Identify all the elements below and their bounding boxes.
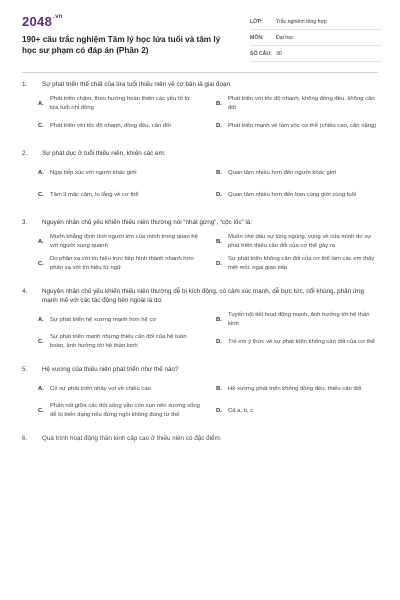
question-item [22,434,378,443]
answer-option[interactable] [216,186,378,204]
question-item [22,287,378,351]
option-letter: B. [216,385,222,392]
meta-key: MÔN: [250,34,264,41]
question-item [22,218,378,273]
option-letter: D. [216,260,222,267]
option-letter: A. [38,316,44,323]
answer-option[interactable] [38,311,200,329]
option-text: Cả a, b, c [228,407,254,414]
answer-options [22,233,378,273]
option-text: Phát triển mạnh về tầm vóc cơ thể (chiều cao, cân nặng) [228,122,377,129]
meta-key: LỚP: [250,18,263,25]
question-number: 3. [22,219,28,226]
meta-value: Đại học [276,34,294,41]
option-text: Do phản xạ với tín hiệu trực tiếp hình thành nhanh hơn phản xạ với tín hiệu từ ngữ [50,256,194,271]
answer-option[interactable] [38,255,200,273]
question-text: Sự phát dục ở tuổi thiếu niên, khiến các em: [42,150,166,157]
answer-options [22,380,378,420]
option-text: Muốn khẳng định tính người lớn của mình trong quan hệ với người xung quanh [50,234,198,249]
site-logo[interactable] [22,14,63,29]
header-divider [22,72,378,73]
question-item [22,365,378,420]
question-item [22,149,378,204]
answer-option[interactable] [38,402,200,420]
question-number: 4. [22,288,28,295]
question-stem [22,365,378,374]
meta-row-subject [250,30,382,46]
answer-options [22,311,378,351]
answer-option[interactable] [38,233,200,251]
question-number: 2. [22,150,28,157]
answer-options [22,95,378,135]
answer-option[interactable] [216,333,378,351]
option-letter: A. [38,100,44,107]
option-text: Ngại tiếp xúc với người khác giới [50,169,137,176]
question-text: Sự phát triển thể chất của lứa tuổi thiếu niên về cơ bản là giai đoạn: [42,81,232,88]
answer-option[interactable] [38,186,200,204]
option-text: Phát triển chậm, theo hướng hoàn thiện các yếu tố từ lứa tuổi nhi đồng [50,96,191,111]
option-letter: C. [38,407,44,414]
meta-value: Trắc nghiệm tổng hợp [276,18,327,25]
option-text: Có sự phát triển nhảy vọt về chiều cao [50,385,151,392]
option-text: Sự phát triển hệ xương mạnh hơn hệ cơ [50,316,157,323]
answer-option[interactable] [216,311,378,329]
question-text: Nguyên nhân chủ yếu khiến thiếu niên thường dễ bị kích động, có cảm xúc mạnh, dễ bực tức, nổi khùng, phản ứng mạnh mẽ với các tác động bên ngoài là do: [42,288,365,304]
option-text: Sự phát triển mạnh nhưng thiếu cân đối của hệ tuần hoàn, ảnh hưởng tới hệ thần kinh [50,334,187,349]
answer-option[interactable] [216,117,378,135]
document-header [22,14,382,66]
option-letter: A. [38,169,44,176]
option-letter: B. [216,169,222,176]
answer-option[interactable] [216,402,378,420]
answer-option[interactable] [216,164,378,182]
logo-suffix: .vn [53,14,63,20]
option-text: Muốn che dấu sự lúng ngúng, vụng về của mình do sự phát triển thiếu cân đối của cơ thể gây ra [228,234,372,249]
option-text: Trẻ em ý thức về sự phát triển không cân đối của cơ thể [228,338,375,345]
answer-option[interactable] [38,333,200,351]
answer-option[interactable] [216,233,378,251]
question-item [22,80,378,135]
option-text: Quan tâm nhiều hơn đến bạn cùng giới cùng tuổi [228,191,357,198]
question-stem [22,218,378,227]
option-letter: A. [38,238,44,245]
option-text: Tuyến nội tiết hoạt động mạnh, ảnh hưởng tới hệ thần kinh [228,312,370,327]
option-letter: B. [216,316,222,323]
meta-row-count [250,46,382,62]
option-letter: B. [216,100,222,107]
option-letter: A. [38,385,44,392]
option-letter: D. [216,191,222,198]
meta-key: SỐ CÂU: [250,50,272,57]
answer-option[interactable] [216,95,378,113]
question-stem [22,149,378,158]
document-title: 190+ câu trắc nghiệm Tâm lý học lứa tuổi và tâm lý học sư phạm có đáp án (Phần 2) [22,35,221,55]
question-stem [22,434,378,443]
answer-option[interactable] [38,117,200,135]
answer-option[interactable] [38,380,200,398]
question-stem [22,80,378,89]
option-letter: D. [216,407,222,414]
document-meta [250,14,382,62]
question-number: 5. [22,366,28,373]
option-text: Hệ xương phát triển không đồng đều, thiếu cân đối [228,385,362,392]
answer-options [22,164,378,204]
option-text: Sự phát triển không cân đối của cơ thể làm các em thấy mệt mỏi, ngại giao tiếp [228,256,375,271]
option-text: Phát triển với tốc độ nhanh, không đồng đều, không cân đối [228,96,375,111]
answer-option[interactable] [38,164,200,182]
option-text: Quan tâm nhiều hơn đến người khác giới [228,169,337,176]
option-letter: C. [38,338,44,345]
answer-option[interactable] [216,255,378,273]
option-text: Phần nối giữa các đốt sống vẫn còn sụn nên xương sống dễ bị biến dạng nếu đứng ngồi không đúng tư thế [50,403,200,418]
option-text: Tâm lí mặc cảm, lo lắng về cơ thể [50,191,139,198]
question-text: Nguyên nhân chủ yếu khiến thiếu niên thường nói “nhát gừng”, “cộc lốc” là: [42,219,252,226]
question-stem [22,287,378,305]
option-letter: D. [216,122,222,129]
question-number: 6. [22,435,28,442]
option-letter: B. [216,238,222,245]
meta-value: 30 [276,50,282,57]
question-number: 1. [22,81,28,88]
option-letter: C. [38,260,44,267]
option-text: Phát triển với tốc độ nhanh, đồng đều, cân đối [50,122,171,129]
question-text: Hệ xương của thiếu niên phát triển như thế nào? [42,366,179,373]
question-list [22,80,378,457]
answer-option[interactable] [216,380,378,398]
question-text: Quá trình hoạt động thần kinh cấp cao ở thiếu niên có đặc điểm: [42,435,222,442]
logo-text: 2048 [22,14,53,29]
option-letter: C. [38,122,44,129]
option-letter: C. [38,191,44,198]
meta-row-class [250,14,382,30]
option-letter: D. [216,338,222,345]
answer-option[interactable] [38,95,200,113]
